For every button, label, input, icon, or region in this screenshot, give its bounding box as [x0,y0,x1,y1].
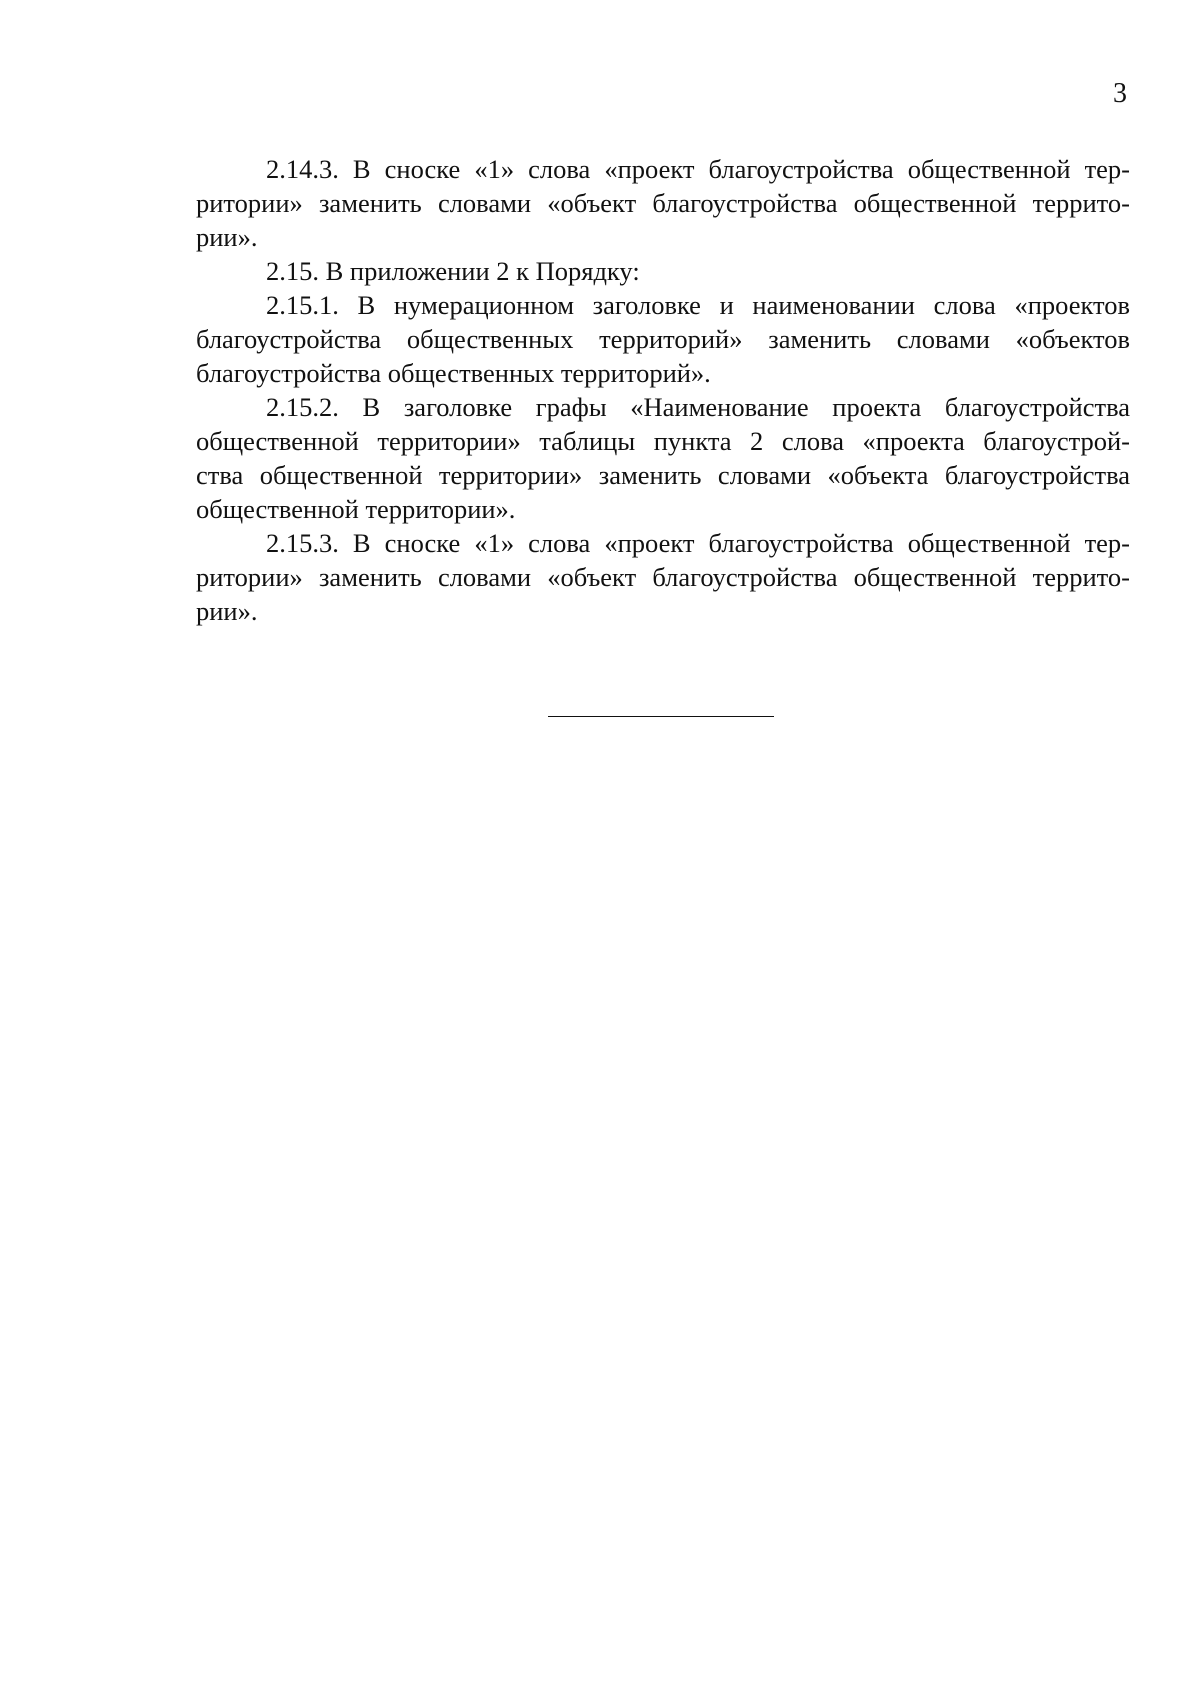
text-line: 2.15. В приложении 2 к Порядку: [266,256,640,286]
text-line: рии». [196,222,258,252]
text-line: ритории» заменить словами «объект благоустройства общественной террито- [196,562,1130,592]
text-line: 2.15.3. В сноске «1» слова «проект благоустройства общественной тер- [266,528,1130,558]
text-line: 2.15.2. В заголовке графы «Наименование проекта благоустройства [266,392,1130,422]
text-line: 2.15.1. В нумерационном заголовке и наименовании слова «проектов [266,290,1130,320]
closing-divider [548,716,774,717]
document-body [196,152,1130,628]
text-line: рии». [196,596,258,626]
page-number: 3 [1113,78,1127,109]
text-line: общественной территории». [196,494,516,524]
text-line: общественной территории» таблицы пункта 2 слова «проекта благоустрой- [196,426,1130,456]
text-line: благоустройства общественных территорий» заменить словами «объектов [196,324,1130,354]
text-line: благоустройства общественных территорий». [196,358,711,388]
text-line: 2.14.3. В сноске «1» слова «проект благоустройства общественной тер- [266,154,1130,184]
text-line: ритории» заменить словами «объект благоустройства общественной террито- [196,188,1130,218]
text-line: ства общественной территории» заменить словами «объекта благоустройства [196,460,1130,490]
